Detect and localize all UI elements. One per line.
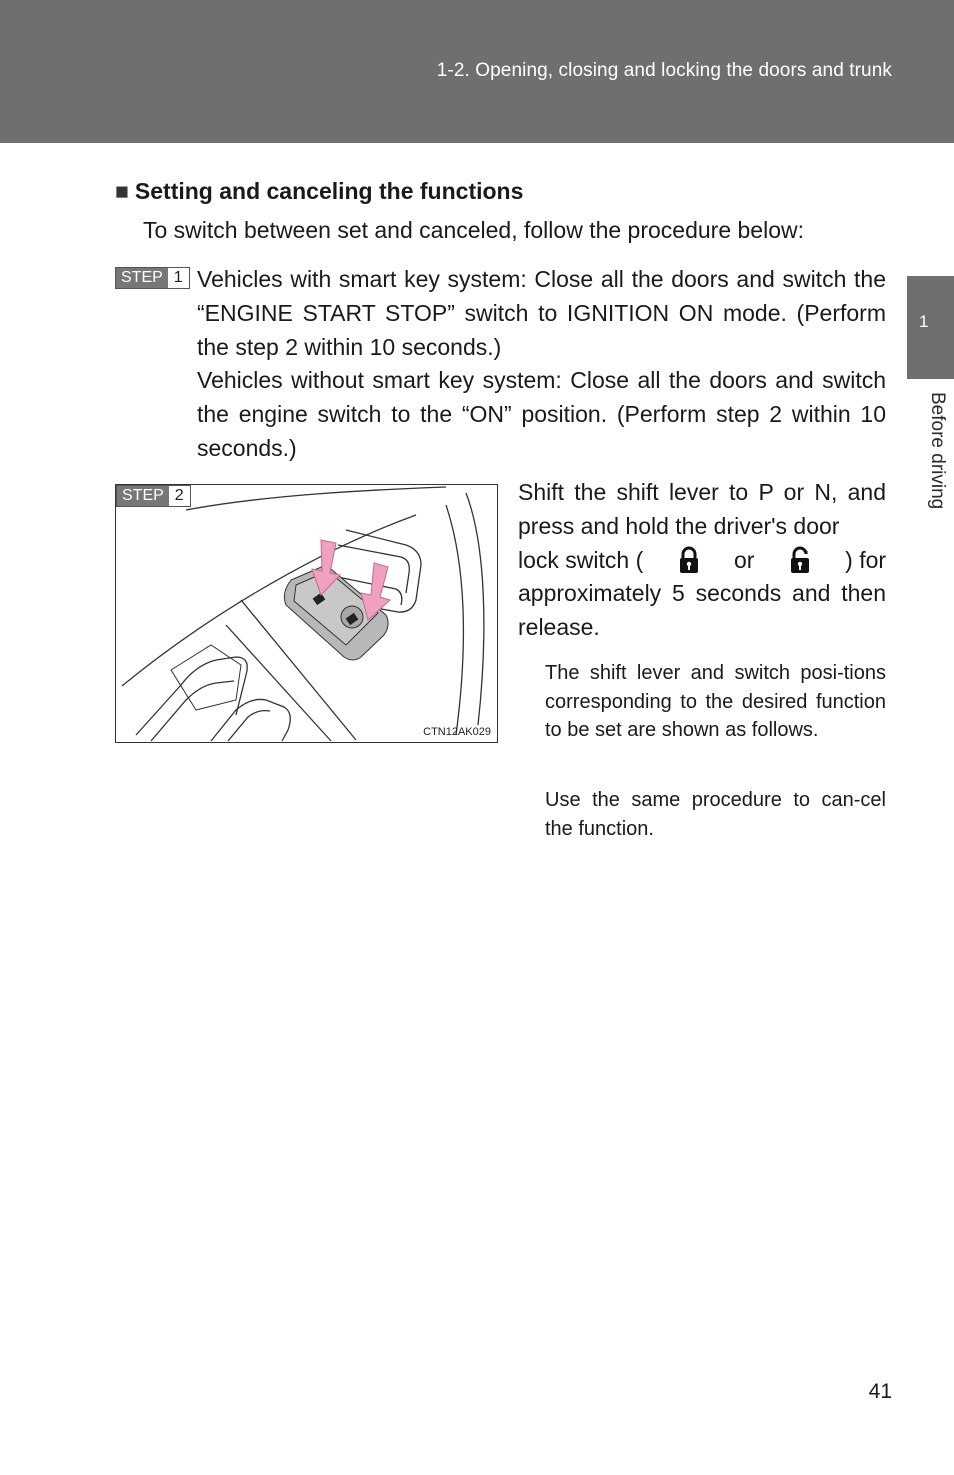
chapter-tab-number: 1 bbox=[919, 312, 929, 331]
heading-bullet: ■ bbox=[115, 178, 129, 204]
step-2-line-3: approximately 5 seconds and then release. bbox=[518, 580, 886, 641]
step-2-lock-line bbox=[518, 544, 886, 578]
lock-closed-icon bbox=[676, 545, 702, 575]
lock-switch-label: lock switch ( bbox=[518, 546, 644, 573]
door-lock-switch-illustration bbox=[115, 484, 498, 743]
step-1-badge bbox=[115, 267, 190, 289]
step-number: 2 bbox=[169, 486, 190, 506]
step-2-badge bbox=[116, 485, 191, 507]
lock-open-icon bbox=[787, 545, 813, 575]
page-number: 41 bbox=[868, 1380, 892, 1403]
chapter-tab bbox=[907, 276, 954, 379]
page-header bbox=[0, 0, 954, 143]
step-2-line-1: Shift the shift lever to P or N, and press and hold the driver's door bbox=[518, 479, 886, 539]
chapter-title: 1-2. Opening, closing and locking the doors and trunk bbox=[436, 60, 892, 81]
section-intro: To switch between set and canceled, follow the procedure below: bbox=[143, 217, 805, 243]
step-1-text bbox=[197, 263, 886, 466]
or-text: or bbox=[733, 546, 755, 573]
step-label: STEP bbox=[116, 268, 168, 288]
step-label: STEP bbox=[117, 486, 169, 506]
step-1-para-smart-key: Vehicles with smart key system: Close all the doors and switch the “ENGINE START STOP” switch to IGNITION ON mode. (Perform the step 2 within 10 seconds.) bbox=[197, 266, 886, 360]
door-panel-drawing bbox=[116, 485, 497, 742]
chapter-tab-label: Before driving bbox=[927, 392, 948, 510]
for-text: ) for bbox=[845, 546, 887, 573]
note-cancel-procedure: Use the same procedure to can-cel the function. bbox=[545, 789, 886, 840]
heading-text: Setting and canceling the functions bbox=[134, 178, 524, 204]
step-2-text bbox=[518, 476, 886, 645]
step-1-para-no-smart-key: Vehicles without smart key system: Close all the doors and switch the engine switch to the “ON” position. (Perform step 2 within 10 seconds.) bbox=[197, 367, 886, 461]
figure-code: CTN12AK029 bbox=[423, 726, 491, 738]
section-heading bbox=[115, 178, 523, 205]
note-shift-positions: The shift lever and switch posi-tions corresponding to the desired function to be set are shown as follows. bbox=[545, 662, 886, 742]
step-number: 1 bbox=[168, 268, 189, 288]
